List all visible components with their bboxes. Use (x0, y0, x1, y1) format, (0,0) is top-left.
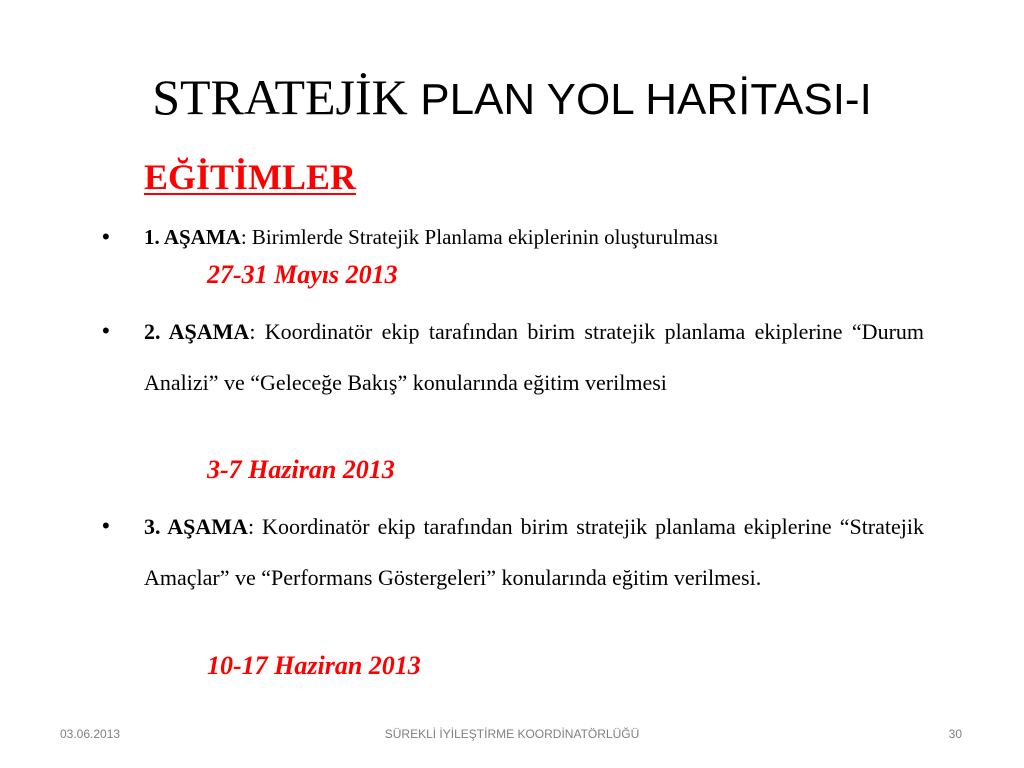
item-label: 3. AŞAMA (144, 514, 248, 539)
item-description: : Koordinatör ekip tarafından birim stratejik planlama ekiplerine “Stratejik Amaçlar” ve “Performans Göstergeleri” konularında eğitim verilmesi. (144, 514, 924, 590)
footer-date: 03.06.2013 (60, 727, 121, 741)
slide-title (0, 62, 1024, 135)
slide-title-part1: STRATEJİK (152, 69, 408, 125)
item-date: 10-17 Haziran 2013 (207, 651, 421, 680)
footer-title: SÜREKLİ İYİLEŞTİRME KOORDİNATÖRLÜĞÜ (384, 727, 640, 741)
item-description: : Birimlerde Stratejik Planlama ekiplerinin oluşturulması (240, 225, 719, 249)
item-label: 1. AŞAMA (144, 225, 241, 249)
page-number: 30 (948, 727, 962, 741)
item-date: 3-7 Haziran 2013 (207, 455, 395, 484)
bullet: • (102, 224, 110, 249)
section-heading: EĞİTİMLER (144, 157, 357, 197)
item-description: : Koordinatör ekip tarafından birim stratejik planlama ekiplerine “Durum Analizi” ve “Geleceğe Bakış” konularında eğitim verilmesi (144, 319, 925, 395)
item-date: 27-31 Mayıs 2013 (207, 260, 398, 289)
slide-title-part2: PLAN YOL HARİTASI-I (420, 75, 872, 124)
item-label: 2. AŞAMA (144, 319, 250, 344)
item-text (144, 222, 924, 252)
bullet: • (102, 513, 110, 538)
item-text (144, 501, 924, 603)
bullet: • (102, 318, 110, 343)
item-text (144, 306, 924, 408)
